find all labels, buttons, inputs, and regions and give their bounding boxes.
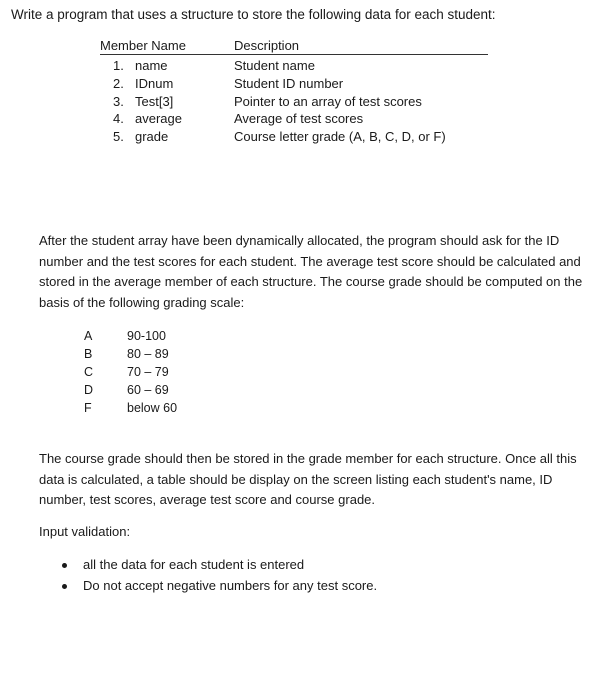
member-name: name [135,58,168,73]
grade-letter: C [84,365,94,379]
header-description: Description [234,38,300,53]
row-number: 5. [113,129,124,144]
paragraph-line: The course grade should then be stored in the grade member for each structure. Once all this [39,451,577,466]
paragraph-allocation [39,231,605,313]
member-description: Course letter grade (A, B, C, D, or F) [234,129,446,144]
input-validation-label: Input validation: [39,524,131,539]
grade-letter: F [84,401,92,415]
grade-letter: D [84,383,94,397]
intro-text: Write a program that uses a structure to store the following data for each student: [11,7,496,22]
member-name: Test[3] [135,94,174,109]
member-description: Average of test scores [234,111,364,126]
paragraph-course-grade [39,449,605,511]
member-name: grade [135,129,169,144]
table-row [100,58,488,76]
grade-letter: B [84,347,93,361]
paragraph-line: number, test scores, average test score and course grade. [39,492,376,507]
bullet-icon [62,584,67,589]
row-number: 4. [113,111,124,126]
row-number: 1. [113,58,124,73]
header-divider [100,54,488,55]
member-name: average [135,111,182,126]
paragraph-line: After the student array have been dynamically allocated, the program should ask for the ID [39,233,560,248]
member-description: Student ID number [234,76,344,91]
list-item-text: Do not accept negative numbers for any test score. [83,578,378,593]
paragraph-line: data is calculated, a table should be display on the screen listing each student's name, ID [39,471,553,487]
grade-range: 60 – 69 [127,383,169,397]
paragraph-line: stored in the average member of each structure. The course grade should be computed on the [39,274,583,289]
row-number: 3. [113,94,124,109]
table-row [100,76,488,94]
list-item-text: all the data for each student is entered [83,557,305,572]
grade-range: 90-100 [127,329,166,343]
bullet-icon [62,563,67,568]
table-row [100,94,488,112]
row-number: 2. [113,76,124,91]
paragraph-line: basis of the following grading scale: [39,294,245,310]
member-description: Pointer to an array of test scores [234,94,422,109]
header-member-name: Member Name [100,38,186,53]
table-row [100,111,488,129]
grade-letter: A [84,329,93,343]
grade-range: 70 – 79 [127,365,169,379]
paragraph-line: number and the test scores for each student. The average test score should be calculated and [39,253,581,269]
grade-range: 80 – 89 [127,347,169,361]
member-name: IDnum [135,76,174,91]
member-description: Student name [234,58,315,73]
grade-range: below 60 [127,401,178,415]
table-row [100,129,488,147]
